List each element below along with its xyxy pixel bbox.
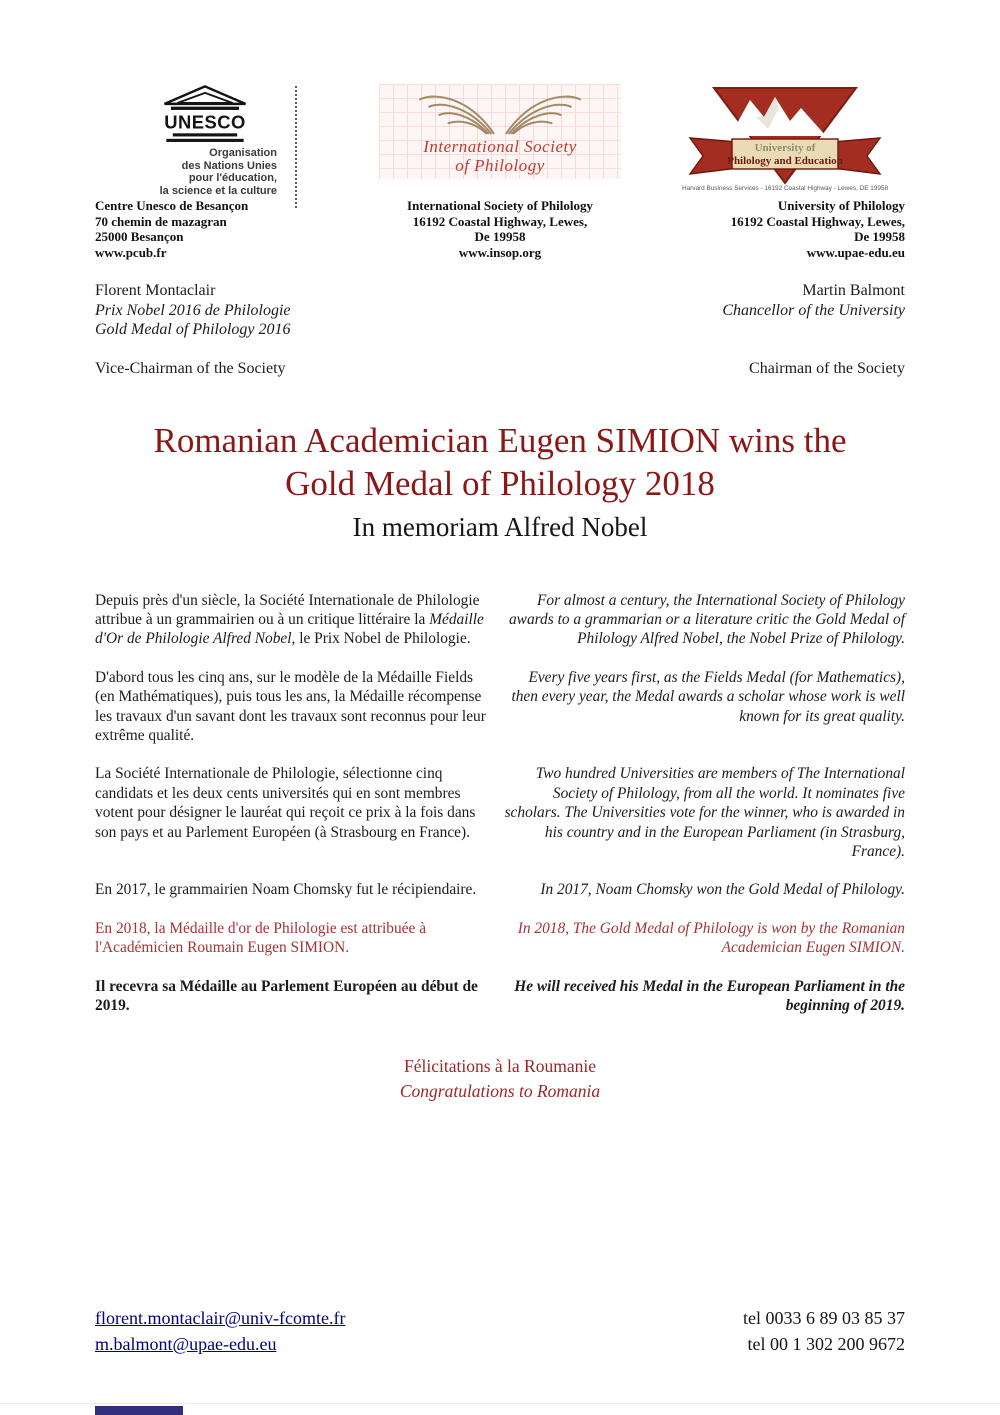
paragraph-3-en: Two hundred Universities are members of The International Society of Philology, from all the world. It nominates five scholars. The Universities vote for the winner, who is awarded in his country and in the European Parliament (in Strasburg, France).: [504, 765, 905, 860]
university-address: [650, 198, 905, 260]
unesco-logo-area: [95, 84, 350, 197]
unesco-caption-line: la science et la culture: [159, 184, 277, 197]
address-line: www.insop.org: [458, 244, 542, 260]
unesco-logo-text: UNESCO: [164, 111, 246, 133]
isp-wings-icon: [390, 91, 610, 137]
email-link-montaclair[interactable]: florent.montaclair@univ-fcomte.fr: [95, 1308, 346, 1328]
unesco-dotted-line: [295, 86, 297, 208]
paragraph-4-en: In 2017, Noam Chomsky won the Gold Medal of Philology.: [540, 881, 905, 899]
bottom-bar-fragment: [95, 1406, 183, 1415]
paragraph-2-fr: D'abord tous les cinq ans, sur le modèle de la Médaille Fields (en Mathématiques), puis tous les ans, la Médaille récompense les travaux d'un savant dont les travaux sont reconnus pour leur extrême qualité.: [95, 668, 486, 744]
paragraph-5-en: In 2018, The Gold Medal of Philology is won by the Romanian Academician Eugen SIMION.: [517, 919, 905, 957]
footer-emails: [95, 1306, 345, 1357]
signatory-right-role: Chairman of the Society: [749, 360, 905, 377]
paragraph-6-fr: Il recevra sa Médaille au Parlement Européen au début de 2019.: [95, 977, 478, 1014]
university-triangle-icon: [679, 84, 891, 192]
isp-logo: [379, 84, 621, 179]
unesco-caption-line: des Nations Unies: [181, 159, 277, 172]
university-logo: [679, 84, 891, 197]
paragraph-row-4: [95, 880, 905, 899]
university-banner-line1: University of: [754, 142, 816, 154]
congrats-french: Félicitations à la Roumanie: [404, 1056, 596, 1077]
headline: [0, 419, 1000, 542]
signatory-left-role: Vice-Chairman of the Society: [95, 360, 286, 377]
address-line: University of Philology: [777, 198, 905, 213]
paragraph-row-3: [95, 764, 905, 861]
paragraph-1-en: For almost a century, the International Society of Philology awards to a grammarian or a literature critic the Gold Medal of Philology Alfred Nobel, the Nobel Prize of Philology.: [508, 591, 905, 648]
signatory-left-title-en: Gold Medal of Philology 2016: [95, 321, 291, 338]
unesco-temple-icon: [159, 84, 251, 144]
address-line: De 19958: [474, 229, 526, 244]
address-line: www.upae-edu.eu: [806, 244, 905, 260]
address-line: De 19958: [854, 229, 905, 244]
phone-number-2: tel 00 1 302 200 9672: [747, 1333, 905, 1354]
university-tagline: Harvard Business Services - 16192 Coastal Highway - Lewes, DE 19958: [681, 185, 889, 192]
paragraph-1-fr-post: , le Prix Nobel de Philologie.: [291, 630, 471, 648]
paragraph-row-1: [95, 591, 905, 649]
paragraph-4-fr: En 2017, le grammairien Noam Chomsky fut le récipiendaire.: [95, 881, 477, 899]
congratulations: [0, 1054, 1000, 1103]
paragraph-6-en: He will received his Medal in the European Parliament in the beginning of 2019.: [514, 977, 905, 1014]
body-paragraphs: [0, 591, 1000, 1016]
paragraph-1-fr-pre: Depuis près d'un siècle, la Société Internationale de Philologie attribue à un grammairien ou à un critique littéraire la: [95, 591, 480, 628]
signatory-left-title-fr: Prix Nobel 2016 de Philologie: [95, 301, 291, 319]
isp-logo-title-line2: of Philology: [455, 156, 545, 175]
headline-line1: Romanian Academician Eugen SIMION wins the: [153, 420, 847, 460]
unesco-logo: [127, 84, 297, 197]
email-link-balmont[interactable]: m.balmont@upae-edu.eu: [95, 1333, 277, 1354]
congrats-english: Congratulations to Romania: [399, 1080, 601, 1101]
paragraph-3-fr: La Société Internationale de Philologie, sélectionne cinq candidats et les deux cents universités qui en sont membres votent pour désigner le lauréat qui reçoit ce prix à la fois dans son pays et au Parlement Européen (à Strasbourg en France).: [95, 765, 476, 841]
signatory-left-name: Florent Montaclair: [95, 282, 216, 299]
address-line: Centre Unesco de Besançon: [95, 198, 249, 213]
paragraph-2-en: Every five years first, as the Fields Medal (for Mathematics), then every year, the Medal awards a scholar whose work is well known for its great quality.: [511, 668, 905, 725]
isp-column: [368, 84, 633, 260]
university-column: [650, 84, 905, 260]
footer-phones: [743, 1306, 905, 1357]
address-line: 16192 Coastal Highway, Lewes,: [412, 213, 588, 229]
unesco-caption-line: Organisation: [209, 147, 277, 159]
phone-number-1: tel 0033 6 89 03 85 37: [743, 1308, 905, 1328]
signatory-left: [95, 281, 291, 379]
signatories: [0, 281, 1000, 379]
address-line: International Society of Philology: [407, 198, 593, 213]
unesco-column: [95, 84, 350, 260]
paragraph-row-2: [95, 668, 905, 746]
address-line: www.pcub.fr: [95, 244, 167, 260]
signatory-right: [722, 281, 905, 379]
paragraph-row-6: [95, 977, 905, 1016]
address-line: 25000 Besançon: [95, 229, 184, 244]
headline-line2: Gold Medal of Philology 2018: [285, 463, 715, 503]
unesco-caption: [127, 147, 283, 197]
unesco-caption-line: pour l'éducation,: [188, 172, 277, 184]
address-line: 70 chemin de mazagran: [95, 213, 227, 229]
isp-address: [368, 198, 633, 260]
university-banner-line2: Philology and Education: [727, 155, 843, 167]
unesco-address: [95, 198, 350, 260]
isp-logo-title: [379, 137, 621, 175]
paragraph-1-fr-italic: Médaille d'Or de Philologie Alfred Nobel: [95, 610, 484, 648]
signatory-right-title: Chancellor of the University: [722, 301, 905, 319]
headline-subtitle: In memoriam Alfred Nobel: [352, 511, 648, 542]
isp-logo-title-line1: International Society: [423, 137, 577, 156]
paragraph-1-fr: [95, 591, 494, 649]
signatory-right-name: Martin Balmont: [802, 282, 905, 299]
university-logo-area: [650, 84, 905, 190]
page-boundary-line: [0, 1403, 1000, 1404]
address-line: 16192 Coastal Highway, Lewes,: [730, 213, 905, 229]
footer: [95, 1306, 905, 1357]
paragraph-5-fr: En 2018, la Médaille d'or de Philologie est attribuée à l'Académicien Roumain Eugen SIMION.: [95, 919, 427, 957]
header-logos: [0, 0, 1000, 260]
paragraph-row-5: [95, 919, 905, 958]
isp-logo-area: [368, 84, 633, 190]
